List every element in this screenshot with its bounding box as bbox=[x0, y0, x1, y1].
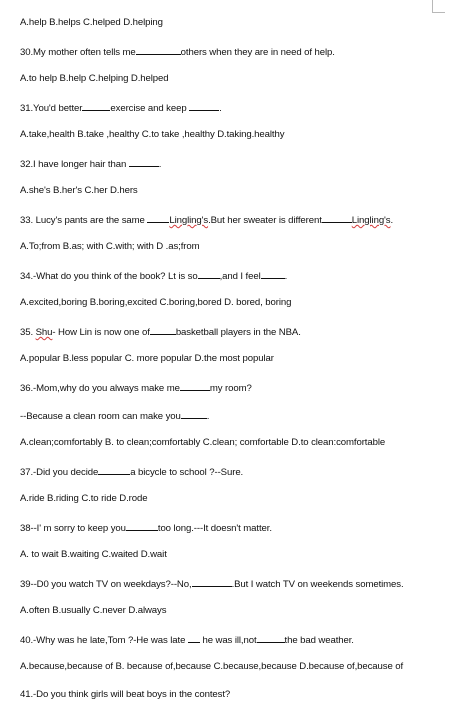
text-run: my room? bbox=[209, 383, 252, 394]
line-q37 bbox=[20, 465, 243, 479]
answer-blank bbox=[261, 269, 285, 279]
line-q34 bbox=[20, 269, 287, 283]
text-run: ,and I feel bbox=[219, 271, 261, 282]
text-run: A.To;from B.as; with C.with; with D .as;from bbox=[20, 241, 200, 252]
text-run: others when they are in need of help. bbox=[180, 47, 335, 58]
answer-blank bbox=[257, 633, 285, 643]
text-run: A. to wait B.waiting C.waited D.wait bbox=[20, 549, 167, 560]
text-run: 33. Lucy's pants are the same bbox=[20, 215, 148, 226]
spellcheck-word: Shu bbox=[35, 327, 53, 338]
text-run: --Because a clean room can make you bbox=[20, 411, 181, 422]
line-q34-options bbox=[20, 297, 291, 309]
line-q40 bbox=[20, 633, 354, 647]
text-run: .But I watch TV on weekends sometimes. bbox=[231, 579, 404, 590]
answer-blank bbox=[126, 521, 158, 531]
line-q33 bbox=[20, 213, 393, 227]
text-run: A.clean;comfortably B. to clean;comfortably C.clean; comfortable D.to clean:comfortable bbox=[20, 437, 386, 448]
answer-blank bbox=[180, 381, 210, 391]
line-q32-options bbox=[20, 185, 138, 197]
line-q30 bbox=[20, 45, 335, 59]
text-run: - How Lin is now one of bbox=[52, 327, 150, 338]
text-run: . bbox=[390, 215, 394, 226]
line-q35 bbox=[20, 325, 301, 339]
text-run: A.she's B.her's C.her D.hers bbox=[20, 185, 138, 196]
text-run: A.ride B.riding C.to ride D.rode bbox=[20, 493, 148, 504]
line-q32 bbox=[20, 157, 161, 171]
answer-blank bbox=[188, 633, 200, 643]
spellcheck-word: Lingling's bbox=[169, 215, 209, 226]
text-run: 32.I have longer hair than bbox=[20, 159, 129, 170]
text-run: . bbox=[158, 159, 162, 170]
line-q37-options bbox=[20, 493, 147, 505]
answer-blank bbox=[181, 409, 207, 419]
text-run: basketball players in the NBA. bbox=[175, 327, 301, 338]
line-q38 bbox=[20, 521, 272, 535]
answer-blank bbox=[150, 325, 176, 335]
line-q36-options bbox=[20, 437, 385, 449]
text-run: 35. bbox=[20, 327, 36, 338]
answer-blank bbox=[98, 465, 130, 475]
text-run: A.popular B.less popular C. more popular D.the most popular bbox=[20, 353, 274, 364]
spellcheck-word: Lingling's bbox=[351, 215, 391, 226]
answer-blank bbox=[82, 101, 110, 111]
text-run: 38--I' m sorry to keep you bbox=[20, 523, 126, 534]
line-q38-options bbox=[20, 549, 167, 561]
line-q31-options bbox=[20, 129, 284, 141]
text-run: too long.---It doesn't matter. bbox=[157, 523, 272, 534]
text-run: 31.You'd better bbox=[20, 103, 83, 114]
answer-blank bbox=[136, 45, 181, 55]
text-run: 41.-Do you think girls will beat boys in the contest? bbox=[20, 689, 231, 700]
answer-blank bbox=[322, 213, 352, 223]
answer-blank bbox=[198, 269, 220, 279]
line-q39 bbox=[20, 577, 404, 591]
text-run: a bicycle to school ?--Sure. bbox=[130, 467, 244, 478]
line-q35-options bbox=[20, 353, 274, 365]
line-q33-options bbox=[20, 241, 200, 253]
text-run: 34.-What do you think of the book? Lt is so bbox=[20, 271, 198, 282]
text-run: exercise and keep bbox=[110, 103, 190, 114]
line-q36b bbox=[20, 409, 209, 423]
line-q39-options bbox=[20, 605, 166, 617]
line-q31 bbox=[20, 101, 222, 115]
text-run: A.to help B.help C.helping D.helped bbox=[20, 73, 169, 84]
text-run: 30.My mother often tells me bbox=[20, 47, 136, 58]
text-run: A.help B.helps C.helped D.helping bbox=[20, 17, 163, 28]
answer-blank bbox=[129, 157, 159, 167]
text-run: the bad weather. bbox=[284, 635, 354, 646]
answer-blank bbox=[189, 101, 219, 111]
line-q36 bbox=[20, 381, 252, 395]
line-q41 bbox=[20, 689, 230, 701]
text-run: A.take,health B.take ,healthy C.to take ,healthy D.taking.healthy bbox=[20, 129, 285, 140]
text-run: . bbox=[219, 103, 222, 114]
text-run: he was ill,not bbox=[199, 635, 257, 646]
answer-blank bbox=[192, 577, 232, 587]
text-run: A.because,because of B. because of,because C.because,because D.because of,because of bbox=[20, 661, 404, 672]
text-run: . bbox=[206, 411, 210, 422]
text-run: A.excited,boring B.boring,excited C.boring,bored D. bored, boring bbox=[20, 297, 292, 308]
text-run: . bbox=[284, 271, 288, 282]
text-run: 37.-Did you decide bbox=[20, 467, 99, 478]
text-run: 36.-Mom,why do you always make me bbox=[20, 383, 180, 394]
line-q40-options bbox=[20, 661, 403, 673]
text-run: .But her sweater is different bbox=[208, 215, 322, 226]
text-run: A.often B.usually C.never D.always bbox=[20, 605, 167, 616]
line-q30-options bbox=[20, 73, 169, 85]
text-run: 39--D0 you watch TV on weekdays?--No, bbox=[20, 579, 192, 590]
text-run: 40.-Why was he late,Tom ?-He was late bbox=[20, 635, 188, 646]
line-q29-options bbox=[20, 17, 163, 29]
page-corner-mark bbox=[432, 0, 445, 13]
answer-blank bbox=[147, 213, 169, 223]
